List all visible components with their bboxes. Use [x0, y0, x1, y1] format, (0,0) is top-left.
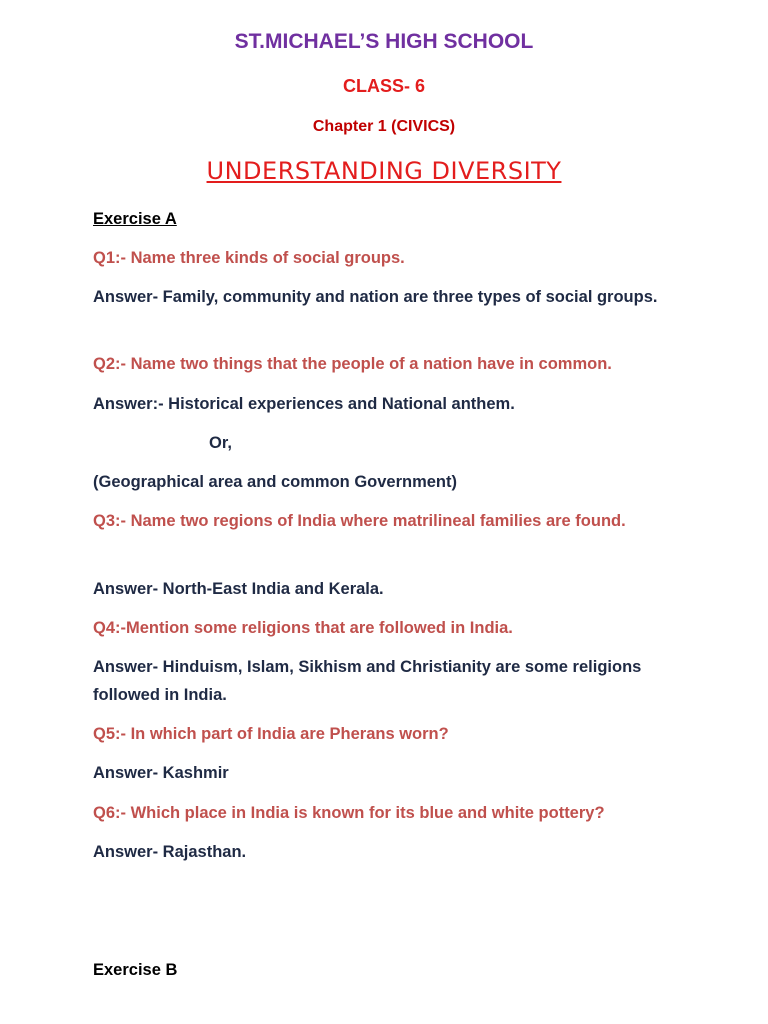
exercise-b-heading: Exercise B: [93, 961, 178, 979]
chapter-label: Chapter 1 (CIVICS): [312, 118, 456, 135]
question-2: Q2:- Name two things that the people of a nation have in common.: [93, 355, 612, 373]
chapter-title: UNDERSTANDING DIVERSITY: [206, 157, 562, 185]
school-name: ST.MICHAEL’S HIGH SCHOOL: [234, 30, 534, 53]
question-5: Q5:- In which part of India are Pherans worn?: [93, 725, 449, 743]
answer-5: Answer- Kashmir: [93, 764, 229, 782]
answer-6: Answer- Rajasthan.: [93, 843, 247, 861]
question-6: Q6:- Which place in India is known for its blue and white pottery?: [93, 804, 605, 822]
question-4: Q4:-Mention some religions that are followed in India.: [93, 619, 513, 637]
exercise-a-heading: Exercise A: [93, 210, 177, 228]
answer-1: Answer- Family, community and nation are three types of social groups.: [93, 288, 658, 306]
answer-3: Answer- North-East India and Kerala.: [93, 580, 384, 598]
answer-2: Answer:- Historical experiences and National anthem.: [93, 395, 515, 413]
answer-2-alternate: (Geographical area and common Government): [93, 473, 457, 491]
class-label: CLASS- 6: [342, 76, 425, 96]
answer-2-or: Or,: [209, 434, 232, 452]
question-1: Q1:- Name three kinds of social groups.: [93, 249, 405, 267]
question-3: Q3:- Name two regions of India where matrilineal families are found.: [93, 512, 626, 530]
answer-4: Answer- Hinduism, Islam, Sikhism and Christianity are some religions followed in India.: [93, 658, 642, 704]
